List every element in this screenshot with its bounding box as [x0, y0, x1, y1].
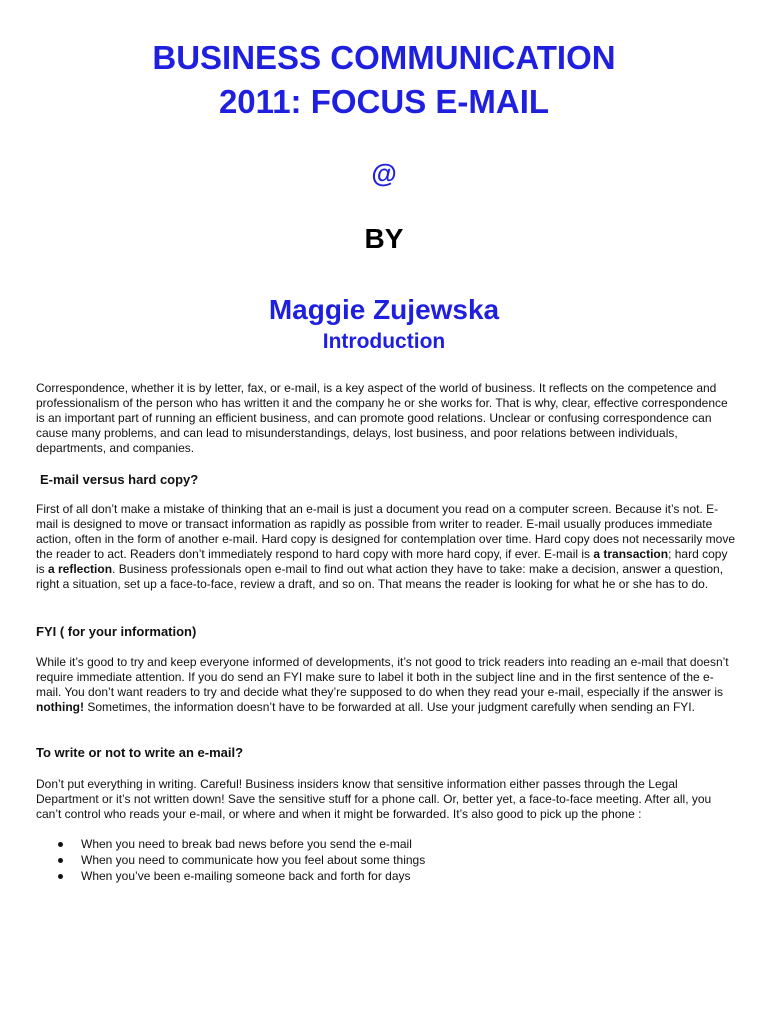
list-item	[36, 852, 736, 868]
list-item-text: When you need to break bad news before you send the e-mail	[81, 837, 412, 851]
phone-reasons-list	[36, 836, 736, 884]
fyi-text-2: Sometimes, the information doesn’t have to be forwarded at all. Use your judgment carefully when sending an FYI.	[83, 700, 695, 714]
list-item-text: When you need to communicate how you feel about some things	[81, 853, 426, 867]
write-or-not-heading: To write or not to write an e-mail?	[36, 745, 244, 760]
bullet-icon	[58, 858, 63, 863]
write-or-not-paragraph: Don’t put everything in writing. Careful! Business insiders know that sensitive information either passes through the Legal Department or it’s not written down! Save the sensitive stuff for a phone call. Or, better yet, a face-to-face meeting. After all, you can’t control who reads your e-mail, or where and when it might be forwarded. It’s also good to pick up the phone :	[36, 777, 712, 821]
email-vs-bold-transaction: a transaction	[593, 547, 669, 561]
list-item-text: When you’ve been e-mailing someone back and forth for days	[81, 869, 411, 883]
bullet-icon	[58, 842, 63, 847]
email-vs-text-2: ; hard copy is	[36, 547, 728, 576]
fyi-heading: FYI ( for your information)	[36, 624, 197, 639]
by-line: BY	[364, 223, 404, 254]
list-item	[36, 868, 736, 884]
email-versus-hard-copy-heading: E-mail versus hard copy?	[40, 472, 199, 487]
fyi-bold-nothing: nothing!	[36, 700, 84, 714]
author-name: Maggie Zujewska	[268, 294, 500, 325]
list-item	[36, 836, 736, 852]
fyi-paragraph	[36, 655, 736, 715]
fyi-text-1: While it’s good to try and keep everyone informed of developments, it’s not good to trick readers into reading an e-mail that doesn’t require immediate attention. If you do send an FYI make sure to label it both in the subject line and in the first sentence of the e-mail. You don’t want readers to try and decide what they’re supposed to do when they read your e-mail, especially if the answer is	[36, 655, 729, 699]
at-symbol: @	[371, 158, 397, 188]
title-line-2: 2011: FOCUS E-MAIL	[218, 83, 550, 120]
email-vs-text-1: First of all don’t make a mistake of thinking that an e-mail is just a document you read on a computer screen. Because it’s not. E-mail is designed to move or transact information as rapidly as possible from writer to reader. E-mail usually produces immediate action, often in the form of another e-mail. Hard copy is designed for contemplation over time. Hard copy does not necessarily move the reader to act. Readers don’t immediately respond to hard copy with more hard copy, if ever. E-mail is	[36, 502, 736, 561]
email-vs-text-3: . Business professionals open e-mail to find out what action they have to take: make a decision, answer a question, right a situation, set up a face-to-face, review a draft, and so on. That means the reader is looking for what he or she has to do.	[36, 562, 724, 591]
email-versus-hard-copy-paragraph	[36, 502, 736, 592]
introduction-heading: Introduction	[322, 330, 446, 353]
title-line-1: BUSINESS COMMUNICATION	[152, 39, 616, 76]
intro-paragraph: Correspondence, whether it is by letter, fax, or e-mail, is a key aspect of the world of business. It reflects on the competence and professionalism of the person who has written it and the company he or she works for. That is why, clear, effective correspondence is an important part of running an efficient business, and can promote good relations. Unclear or confusing correspondence can cause many problems, and can lead to misunderstandings, delays, lost business, and poor relations between individuals, departments, and companies.	[36, 381, 728, 455]
email-vs-bold-reflection: a reflection	[48, 562, 113, 576]
bullet-icon	[58, 874, 63, 879]
